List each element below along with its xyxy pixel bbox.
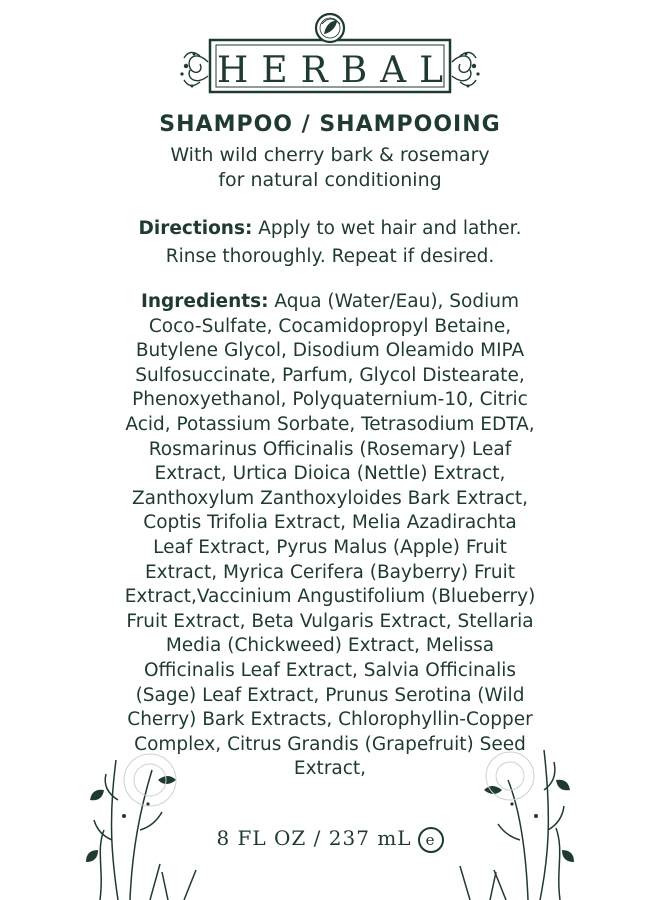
- product-description-line2: for natural conditioning: [218, 169, 442, 191]
- ingredients-block: [124, 290, 536, 782]
- volume-text: 8 FL OZ / 237 mL: [216, 826, 412, 850]
- directions-line2: Rinse thoroughly. Repeat if desired.: [165, 246, 495, 267]
- directions-label: Directions:: [138, 218, 253, 239]
- net-volume: [0, 826, 660, 853]
- product-description-line1: With wild cherry bark & rosemary: [170, 144, 490, 166]
- brand-name: HERBAL: [216, 50, 457, 91]
- ingredients-label: Ingredients:: [141, 291, 269, 312]
- estimated-mark-icon: e: [418, 827, 444, 853]
- brand-plaque: [0, 6, 660, 102]
- ingredients-text: Aqua (Water/Eau), Sodium Coco-Sulfate, Cocamidopropyl Betaine, Butylene Glycol, Disodium Oleamido MIPA Sulfosuccinate, Parfum, Glycol Distearate, Phenoxyethanol, Polyquaternium-10, Citric Acid, Potassium Sorbate, Tetrasodium EDTA, Rosmarinus Officinalis (Rosemary) Leaf Extract, Urtica Dioica (Nettle) Extract, Zanthoxylum Zanthoxyloides Bark Extract, Coptis Trifolia Extract, Melia Azadirachta Leaf Extract, Pyrus Malus (Apple) Fruit Extract, Myrica Cerifera (Bayberry) Fruit Extract,Vaccinium Angustifolium (Blueberry) Fruit Extract, Beta Vulgaris Extract, Stellaria Media (Chickweed) Extract, Melissa Officinalis Leaf Extract, Salvia Officinalis (Sage) Leaf Extract, Prunus Serotina (Wild Cherry) Bark Extracts, Chlorophyllin-Copper Complex, Citrus Grandis (Grapefruit) Seed Extract,: [124, 291, 536, 780]
- directions-block: [120, 215, 540, 271]
- product-title: SHAMPOO / SHAMPOOING: [159, 112, 501, 137]
- botanical-illustration: [0, 720, 660, 900]
- directions-line1: Apply to wet hair and lather.: [252, 218, 522, 239]
